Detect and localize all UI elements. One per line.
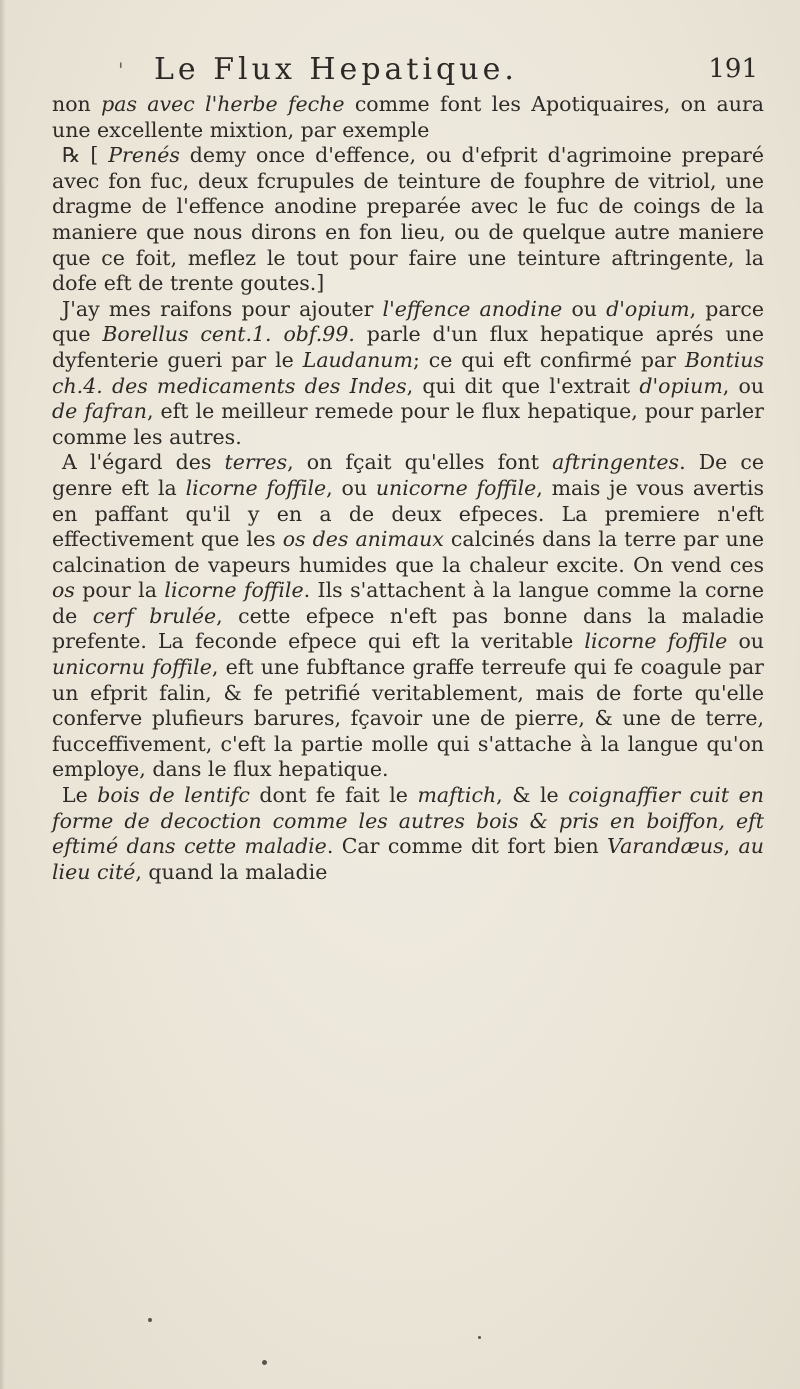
- italic-run: de fafran: [52, 399, 147, 424]
- text-run: pour la: [74, 578, 165, 603]
- text-run: comme font les Apotiquaires, on aura une excellente mixtion, par exemple: [52, 92, 765, 142]
- text-run: parle d'un flux hepatique aprés une dyfenterie gueri par le: [52, 322, 764, 372]
- italic-run: coignaffier cuit en forme de decoction comme les autres bois & pris en boiffon, eft eftimé dans cette maladie: [52, 783, 765, 859]
- italic-run: Laudanum: [302, 347, 413, 372]
- text-run: A l'égard des: [62, 450, 225, 475]
- text-run: Le: [62, 783, 98, 808]
- italic-run: os des animaux: [282, 527, 444, 552]
- running-header: [118, 52, 758, 92]
- paragraph-recipe: [52, 143, 764, 297]
- text-run: ,: [723, 834, 739, 859]
- text-run: , & le: [496, 783, 569, 808]
- italic-run: cerf brulée: [92, 603, 217, 628]
- recipe-symbol: ℞ [: [62, 143, 109, 168]
- italic-run: licorne foffile: [584, 629, 728, 654]
- italic-run: aftringentes: [552, 450, 680, 475]
- paragraph-4: [52, 450, 764, 783]
- italic-run: licorne foffile: [164, 578, 304, 603]
- text-run: , parce que: [52, 296, 765, 347]
- italic-run: l'effence anodine: [382, 296, 563, 321]
- paragraph-5: [52, 783, 764, 885]
- ink-speck: [148, 1318, 152, 1322]
- text-run: ; ce qui eft confirmé par: [412, 347, 685, 372]
- text-run: . Car comme dit fort bien: [326, 834, 608, 859]
- text-run: , eft le meilleur remede pour le flux hepatique, pour parler comme les autres.: [52, 399, 764, 449]
- ink-speck: [262, 1360, 267, 1365]
- page-number: 191: [708, 54, 758, 84]
- italic-run: bois de lentifc: [97, 783, 250, 808]
- italic-run: pas avec l'herbe feche: [101, 92, 345, 116]
- paragraph-1: [52, 92, 764, 143]
- paragraph-3: [52, 297, 764, 451]
- text-run: , quand la maladie: [135, 859, 328, 884]
- text-run: , cette efpece n'eft pas bonne dans la maladie prefente. La feconde efpece qui eft la veritable: [52, 603, 764, 654]
- italic-run: unicornu foffile: [52, 655, 212, 680]
- body-text: [52, 92, 764, 885]
- text-run: ou: [562, 296, 607, 321]
- running-title: Le Flux Hepatique.: [154, 52, 518, 87]
- italic-run: Borellus cent.1. obf.99.: [102, 322, 355, 347]
- text-run: , ou: [722, 373, 765, 398]
- italic-run: unicorne foffile: [375, 475, 537, 500]
- text-run: non: [52, 92, 102, 116]
- text-run: , eft une fubftance graffe terreufe qui fe coagule par un efprit falin, & fe petrifié veritablement, mais de forte qu'elle conferve plufieurs barures, fçavoir une de pierre, & une de terre, fucceffivement, c'eft la partie molle qui s'attache à la langue qu'on employe, dans le flux hepatique.: [52, 655, 764, 782]
- text-run: dont fe fait le: [249, 783, 418, 808]
- text-run: . De ce genre eft la: [52, 450, 764, 500]
- page-gutter: [0, 0, 6, 1389]
- italic-run: d'opium: [639, 373, 723, 398]
- italic-run: d'opium: [606, 296, 690, 321]
- text-run: calcinés dans la terre par une calcination de vapeurs humides que la chaleur excite. On vend ces: [52, 527, 765, 577]
- text-run: , mais je vous avertis en paffant qu'il y en a de deux efpeces. La premiere n'eft effectivement que les: [52, 475, 764, 552]
- italic-run: os: [52, 578, 75, 603]
- ink-speck: [478, 1336, 481, 1339]
- italic-run: licorne foffile: [185, 475, 327, 500]
- italic-run: au lieu cité: [52, 834, 764, 884]
- italic-run: terres: [224, 450, 288, 475]
- italic-run: Bontius ch.4. des medicaments des Indes: [52, 347, 764, 398]
- italic-run: Prenés: [108, 143, 180, 168]
- margin-mark: ': [118, 58, 124, 82]
- text-run: . Ils s'attachent à la langue comme la corne de: [52, 578, 764, 628]
- italic-run: maftich: [417, 783, 497, 808]
- italic-run: Varandæus: [607, 834, 724, 859]
- text-run: ou: [727, 629, 765, 654]
- text-run: , ou: [326, 475, 376, 500]
- text-run: J'ay mes raifons pour ajouter: [62, 296, 383, 321]
- text-run: , qui dit que l'extrait: [406, 373, 640, 398]
- text-run: demy once d'effence, ou d'efprit d'agrimoine preparé avec fon fuc, deux fcrupules de teinture de fouphre de vitriol, une dragme de l'effence anodine preparée avec le fuc de coings de la maniere que nous dirons en fon lieu, ou de quelque autre maniere que ce foit, meflez le tout pour faire une teinture aftringente, la dofe eft de trente goutes.]: [52, 143, 764, 296]
- text-run: , on fçait qu'elles font: [287, 450, 553, 475]
